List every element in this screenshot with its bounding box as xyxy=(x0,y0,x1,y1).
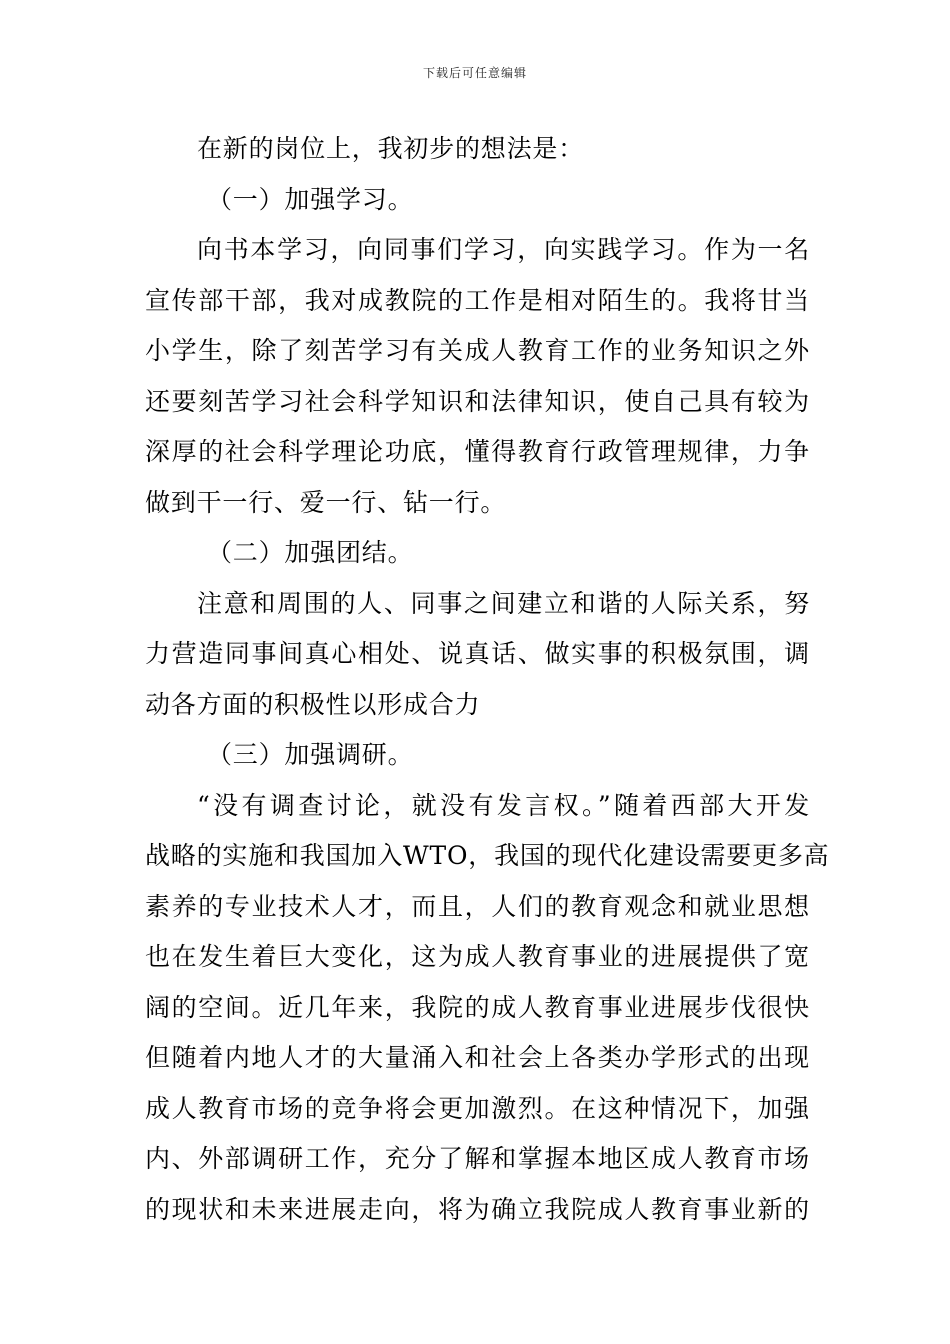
paragraph-line: 宣传部干部，我对成教院的工作是相对陌生的。我将甘当 xyxy=(145,285,810,315)
heading-section-2: （二）加强团结。 xyxy=(207,538,414,567)
paragraph-line: 战略的实施和我国加入WTO，我国的现代化建设需要更多高 xyxy=(145,841,830,870)
paragraph-line: 小学生，除了刻苦学习有关成人教育工作的业务知识之外 xyxy=(145,336,810,365)
paragraph-line: 内、外部调研工作，充分了解和掌握本地区成人教育市场 xyxy=(145,1144,810,1173)
paragraph-line: 还要刻苦学习社会科学知识和法律知识，使自己具有较为 xyxy=(145,386,810,416)
document-body xyxy=(145,124,830,1235)
paragraph-line: 动各方面的积极性以形成合力 xyxy=(145,689,481,719)
heading-section-3: （三）加强调研。 xyxy=(207,740,414,769)
heading-section-1: （一）加强学习。 xyxy=(207,184,414,214)
page-header: 下载后可任意编辑 xyxy=(422,66,527,80)
paragraph-line: 也在发生着巨大变化，这为成人教育事业的进展提供了宽 xyxy=(145,942,810,971)
paragraph-line: 注意和周围的人、同事之间建立和谐的人际关系，努 xyxy=(197,588,810,618)
paragraph-intro: 在新的岗位上，我初步的想法是： xyxy=(197,134,585,163)
paragraph-line: 的现状和未来进展走向，将为确立我院成人教育事业新的 xyxy=(145,1194,810,1224)
paragraph-line: 深厚的社会科学理论功底，懂得教育行政管理规律，力争 xyxy=(145,437,810,466)
paragraph-line: 做到干一行、爱一行、钻一行。 xyxy=(145,487,507,517)
paragraph-line: 成人教育市场的竞争将会更加激烈。在这种情况下，加强 xyxy=(145,1093,810,1123)
paragraph-line: 但随着内地人才的大量涌入和社会上各类办学形式的出现 xyxy=(145,1043,810,1072)
paragraph-line: 素养的专业技术人才，而且，人们的教育观念和就业思想 xyxy=(145,891,810,921)
paragraph-line: 向书本学习，向同事们学习，向实践学习。作为一名 xyxy=(197,235,810,264)
paragraph-line: 阔的空间。近几年来，我院的成人教育事业进展步伐很快 xyxy=(145,992,810,1022)
paragraph-line: “没有调查讨论，就没有发言权。”随着西部大开发 xyxy=(197,790,810,820)
paragraph-line: 力营造同事间真心相处、说真话、做实事的积极氛围，调 xyxy=(145,639,810,668)
